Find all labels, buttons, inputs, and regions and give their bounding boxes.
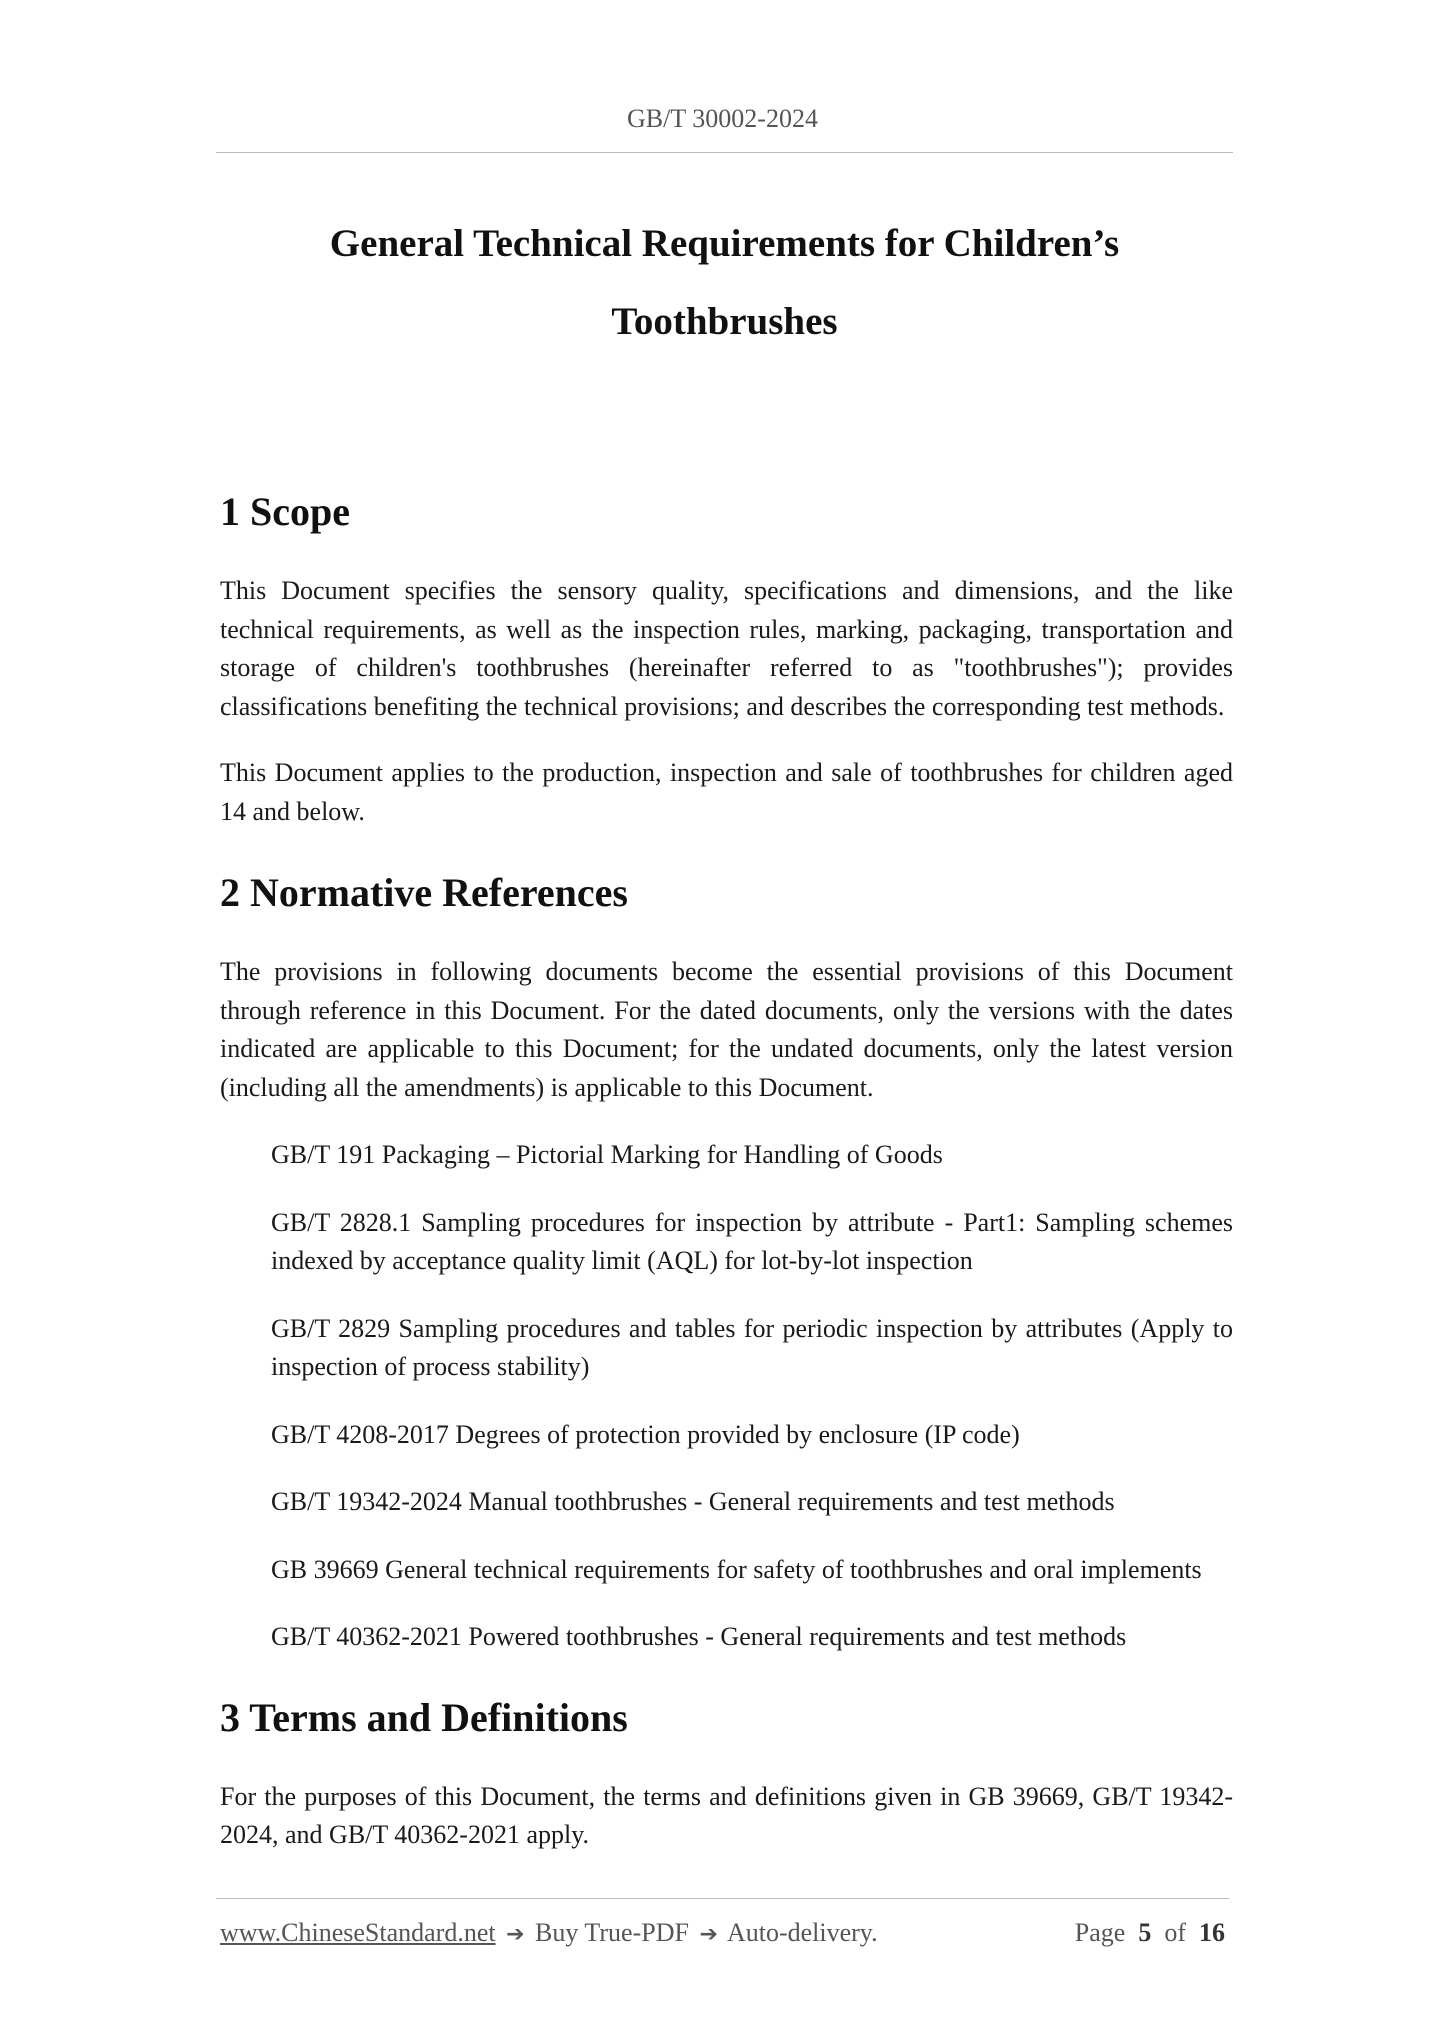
section-heading-terms-definitions: 3 Terms and Definitions	[220, 1694, 628, 1740]
document-body	[220, 480, 1233, 1855]
section-heading-scope: 1 Scope	[220, 489, 350, 534]
page-label: Page	[1074, 1918, 1126, 1947]
of-label: of	[1164, 1918, 1186, 1947]
reference-item: GB/T 19342-2024 Manual toothbrushes - General requirements and test methods	[271, 1487, 1115, 1516]
website-link[interactable]: www.ChineseStandard.net	[220, 1918, 496, 1947]
header-divider	[216, 152, 1233, 153]
arrow-right-icon: ➔	[699, 1922, 718, 1947]
normative-intro-paragraph: The provisions in following documents become the essential provisions of this Document through reference in this Document. For the dated documents, only the versions with the dates indicated are applicable to this Document; for the undated documents, only the latest version (including all the amendments) is applicable to this Document.	[220, 957, 1233, 1102]
scope-paragraph-2: This Document applies to the production, inspection and sale of toothbrushes for children aged 14 and below.	[220, 758, 1233, 826]
footer-left	[220, 1918, 878, 1948]
reference-item: GB/T 40362-2021 Powered toothbrushes - General requirements and test methods	[271, 1622, 1127, 1651]
reference-list	[220, 1136, 1233, 1657]
scope-paragraph-1: This Document specifies the sensory quality, specifications and dimensions, and the like technical requirements, as well as the inspection rules, marking, packaging, transportation and storage of children's toothbrushes (hereinafter referred to as "toothbrushes"); provides classifications benefiting the technical provisions; and describes the corresponding test methods.	[220, 576, 1233, 721]
page-footer	[220, 1918, 1225, 1948]
buy-pdf-text: Buy True-PDF	[535, 1918, 689, 1947]
arrow-right-icon: ➔	[506, 1922, 525, 1947]
total-page-count: 16	[1199, 1918, 1225, 1947]
current-page-number: 5	[1138, 1918, 1152, 1947]
reference-item: GB/T 4208-2017 Degrees of protection provided by enclosure (IP code)	[271, 1419, 1020, 1449]
reference-item: GB 39669 General technical requirements for safety of toothbrushes and oral implements	[271, 1554, 1202, 1584]
running-header-code: GB/T 30002-2024	[627, 104, 818, 133]
terms-paragraph-1: For the purposes of this Document, the terms and definitions given in GB 39669, GB/T 19342-2024, and GB/T 40362-2021 apply.	[220, 1781, 1233, 1849]
page-indicator	[1075, 1918, 1225, 1948]
footer-divider	[216, 1898, 1229, 1899]
document-title-line-1: General Technical Requirements for Children’s	[329, 222, 1120, 265]
reference-item: GB/T 2828.1 Sampling procedures for inspection by attribute - Part1: Sampling schemes indexed by acceptance quality limit (AQL) for lot-by-lot inspection	[271, 1207, 1233, 1275]
reference-item: GB/T 2829 Sampling procedures and tables for periodic inspection by attributes (Apply to inspection of process stability)	[271, 1313, 1233, 1381]
document-title-line-2: Toothbrushes	[611, 300, 838, 343]
section-heading-normative-references: 2 Normative References	[220, 870, 628, 915]
reference-item: GB/T 191 Packaging – Pictorial Marking for Handling of Goods	[271, 1140, 943, 1169]
document-title	[216, 205, 1233, 361]
auto-delivery-text: Auto-delivery.	[726, 1918, 878, 1947]
